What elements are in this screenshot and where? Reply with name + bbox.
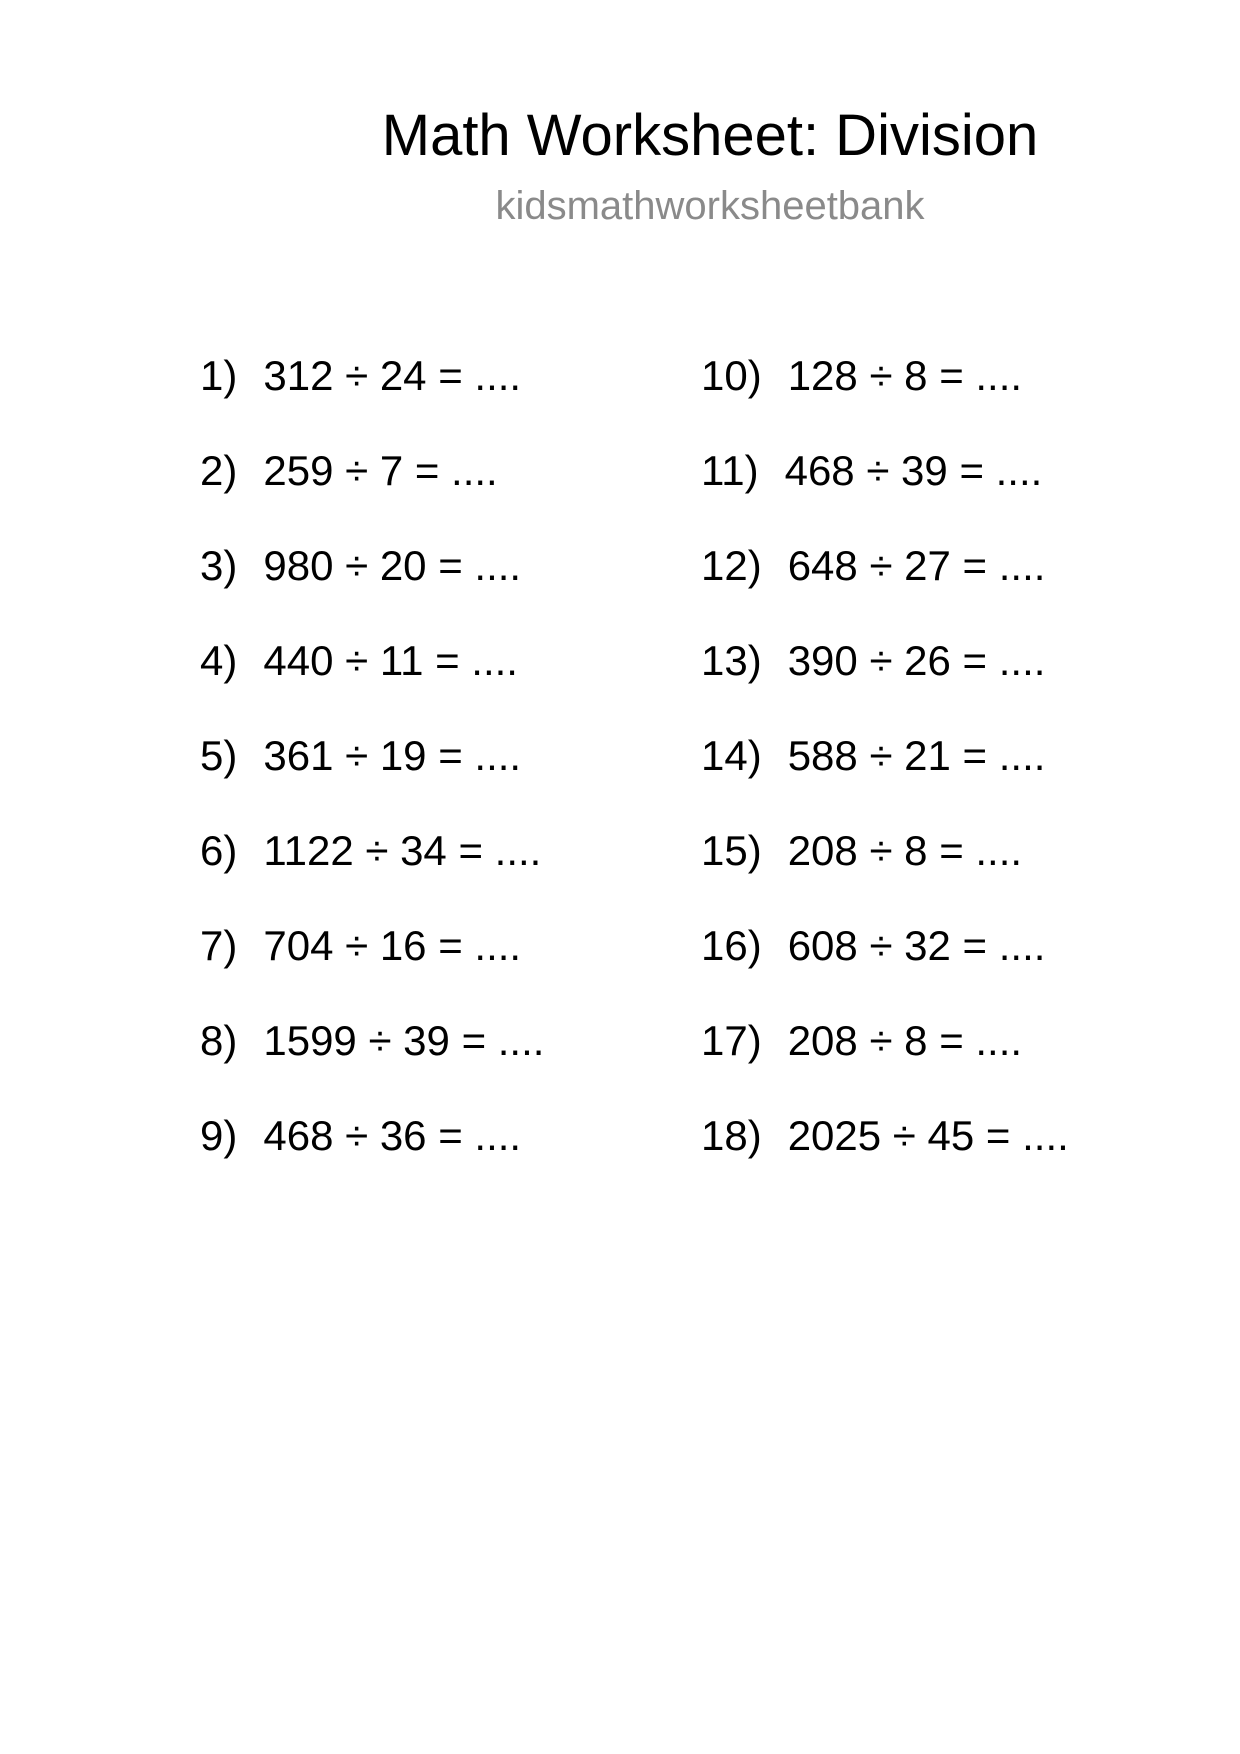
problem-number: 2) (200, 447, 238, 494)
problem-item (200, 823, 544, 918)
problem-item (200, 1108, 544, 1203)
problem-item (701, 728, 1069, 823)
problem-expression: 980 ÷ 20 = .... (263, 542, 522, 589)
problem-item (701, 633, 1069, 728)
problem-column-right (701, 348, 1069, 1203)
problem-item (200, 348, 544, 443)
problem-number: 3) (200, 542, 238, 589)
problem-item (701, 538, 1069, 633)
problem-number: 17) (701, 1017, 762, 1064)
problem-number: 8) (200, 1017, 238, 1064)
problem-expression: 128 ÷ 8 = .... (787, 352, 1023, 399)
problem-expression: 608 ÷ 32 = .... (787, 922, 1046, 969)
problem-item (701, 823, 1069, 918)
problem-number: 15) (701, 827, 762, 874)
problem-expression: 259 ÷ 7 = .... (263, 447, 498, 494)
problem-number: 1) (200, 352, 238, 399)
page-subtitle: kidsmathworksheetbank (495, 184, 925, 228)
problem-expression: 440 ÷ 11 = .... (263, 637, 518, 684)
problem-expression: 1122 ÷ 34 = .... (263, 827, 542, 874)
problem-item (200, 918, 544, 1013)
problem-number: 11) (701, 447, 759, 494)
problem-number: 9) (200, 1112, 238, 1159)
problem-number: 12) (701, 542, 762, 589)
problem-item (200, 538, 544, 633)
problem-item (200, 443, 544, 538)
page-title: Math Worksheet: Division (381, 103, 1039, 168)
problem-item (701, 348, 1069, 443)
problem-number: 18) (701, 1112, 762, 1159)
problem-expression: 312 ÷ 24 = .... (263, 352, 522, 399)
problem-expression: 468 ÷ 36 = .... (263, 1112, 522, 1159)
problem-expression: 588 ÷ 21 = .... (787, 732, 1046, 779)
problem-number: 7) (200, 922, 238, 969)
problem-item (701, 918, 1069, 1013)
problem-number: 14) (701, 732, 762, 779)
problem-item (701, 443, 1069, 538)
problem-expression: 704 ÷ 16 = .... (263, 922, 522, 969)
problem-expression: 208 ÷ 8 = .... (787, 1017, 1023, 1064)
problem-item (200, 633, 544, 728)
problem-number: 4) (200, 637, 238, 684)
problem-expression: 468 ÷ 39 = .... (784, 447, 1043, 494)
problem-column-left (200, 348, 544, 1203)
problem-item (701, 1013, 1069, 1108)
problem-expression: 648 ÷ 27 = .... (787, 542, 1046, 589)
problem-expression: 208 ÷ 8 = .... (787, 827, 1023, 874)
problem-number: 16) (701, 922, 762, 969)
problem-number: 5) (200, 732, 238, 779)
problem-number: 13) (701, 637, 762, 684)
problem-expression: 2025 ÷ 45 = .... (787, 1112, 1069, 1159)
problem-item (200, 728, 544, 823)
problem-number: 6) (200, 827, 238, 874)
problem-expression: 1599 ÷ 39 = .... (263, 1017, 545, 1064)
problem-number: 10) (701, 352, 762, 399)
problem-expression: 390 ÷ 26 = .... (787, 637, 1046, 684)
problem-item (200, 1013, 544, 1108)
problem-expression: 361 ÷ 19 = .... (263, 732, 522, 779)
problem-item (701, 1108, 1069, 1203)
